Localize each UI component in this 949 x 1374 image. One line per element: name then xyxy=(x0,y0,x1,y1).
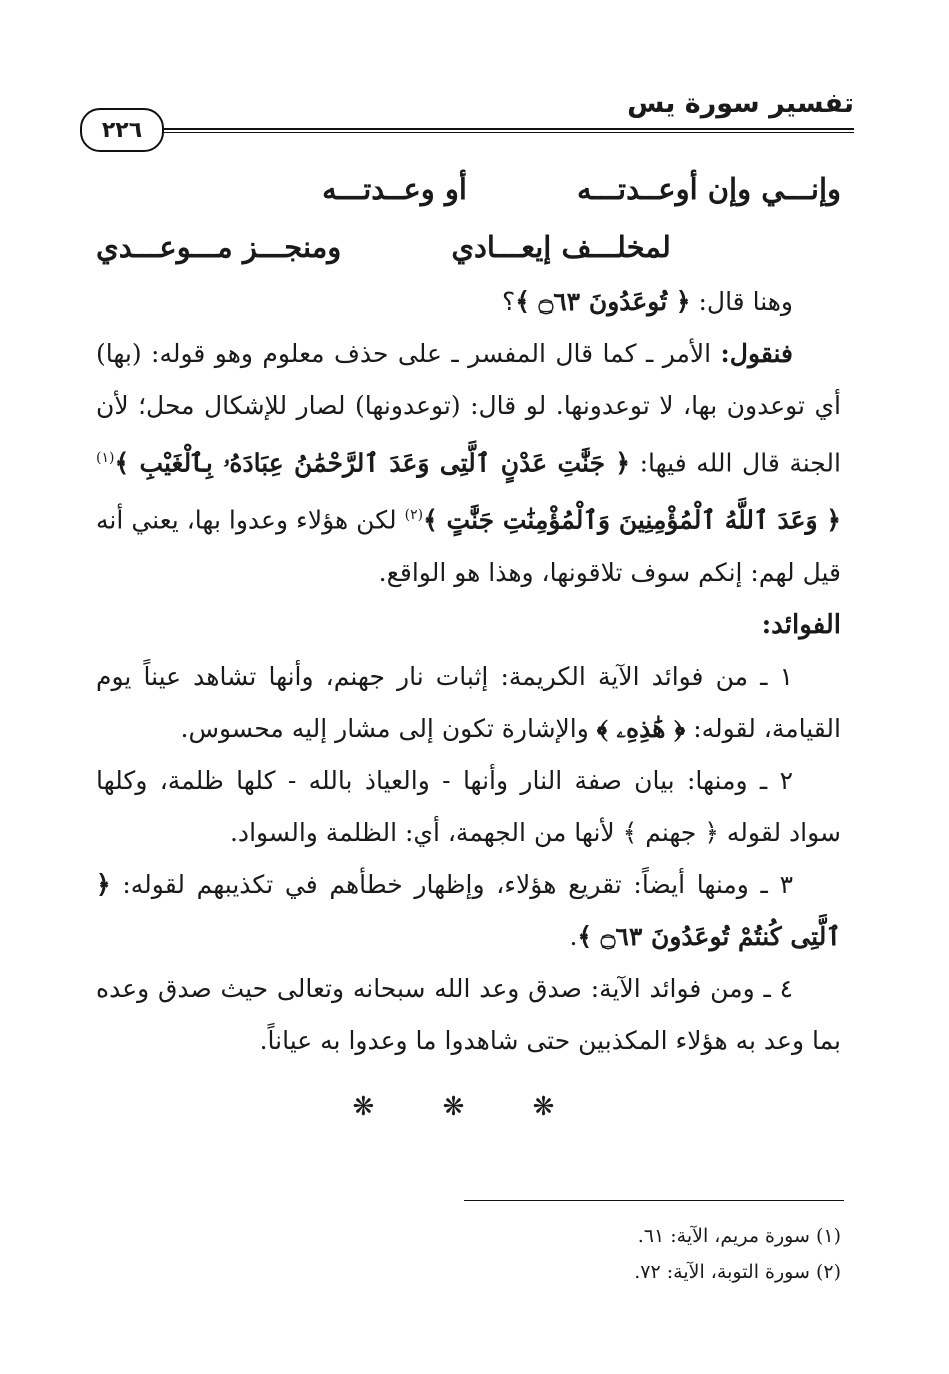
footnotes xyxy=(341,1218,841,1290)
running-title: تفسير سورة يس xyxy=(627,88,854,119)
poetry-line-2 xyxy=(96,218,841,276)
quran-quote: ﴿ وَعَدَ ٱللَّهُ ٱلْمُؤْمِنِينَ وَٱلْمُؤْمِنَٰتِ جَنَّٰتٍ ﴾ xyxy=(423,505,841,535)
benefit-item: ٤ ـ ومن فوائد الآية: صدق وعد الله سبحانه وتعالى حيث صدق وعده بما وعد به هؤلاء المكذبين حتى شاهدوا ما وعدوا به عياناً. xyxy=(96,973,841,1055)
paragraph-lead: فنقول: xyxy=(720,339,793,368)
page-header xyxy=(80,78,854,148)
section-divider-stars: ❋ ❋ ❋ xyxy=(352,1091,585,1122)
verse-hemistich: لمخلـــف إيعـــادي xyxy=(451,230,671,264)
benefit-item: ١ ـ من فوائد الآية الكريمة: إثبات نار جهنم، وأنها تشاهد عيناً يوم القيامة، لقوله: ﴿ هَٰذِهِۦ ﴾ والإشارة تكون إلى مشار إليه محسوس. xyxy=(96,661,841,743)
page-body xyxy=(96,160,841,1133)
verse-hemistich: ومنجـــز مـــوعـــدي xyxy=(96,230,342,264)
verse-hemistich: وإنـــي وإن أوعــدتـــه xyxy=(576,172,841,206)
footnote-ref: (١) xyxy=(96,450,115,466)
quran-quote: ﴿ ٱلَّتِى كُنتُمْ تُوعَدُونَ ۝٦٣ ﴾ xyxy=(96,869,841,951)
footnote: (٢) سورة التوبة، الآية: ٧٢. xyxy=(634,1261,841,1283)
footnote: (١) سورة مريم، الآية: ٦١. xyxy=(637,1225,841,1247)
paragraph: فنقول: الأمر ـ كما قال المفسر ـ على حذف معلوم وهو قوله: (بها) أي توعدون بها، لا توعدونها. لو قال: (توعدونها) لصار للإشكال محل؛ لأن الجنة قال الله فيها: ﴿ جَنَّٰتِ عَدْنٍ ٱلَّتِى وَعَدَ ٱلرَّحْمَٰنُ عِبَادَهُۥ بِٱلْغَيْبِ ﴾$^{(١)}$ ﴿ وَعَدَ ٱللَّهُ ٱلْمُؤْمِنِينَ وَٱلْمُؤْمِنَٰتِ جَنَّٰتٍ ﴾$^{(٢)}$ لكن هؤلاء وعدوا بها، يعني أنه قيل لهم: إنكم سوف تلاقونها، وهذا هو الواقع. xyxy=(96,339,841,587)
page-number: ٢٢٦ xyxy=(80,108,164,152)
quran-quote: ﴿ تُوعَدُونَ ۝٦٣ ﴾ xyxy=(515,287,691,316)
header-rule xyxy=(140,128,854,133)
benefit-item: ٣ ـ ومنها أيضاً: تقريع هؤلاء، وإظهار خطأهم في تكذيبهم لقوله: ﴿ ٱلَّتِى كُنتُمْ تُوعَدُونَ ۝٦٣ ﴾. xyxy=(96,869,841,951)
footnote-ref: (٢) xyxy=(404,507,424,524)
benefit-item: ٢ ـ ومنها: بيان صفة النار وأنها - والعياذ بالله - كلها ظلمة، وكلها سواد لقوله ﴿ جهنم ﴾ لأنها من الجهمة، أي: الظلمة والسواد. xyxy=(96,765,841,847)
paragraph: وهنا قال: ﴿ تُوعَدُونَ ۝٦٣ ﴾؟ xyxy=(501,287,793,316)
poetry-line-1 xyxy=(96,160,841,218)
verse-hemistich: أو وعــدتـــه xyxy=(322,172,467,206)
quran-quote: ﴿ جَنَّٰتِ عَدْنٍ ٱلَّتِى وَعَدَ ٱلرَّحْمَٰنُ عِبَادَهُۥ بِٱلْغَيْبِ ﴾ xyxy=(114,448,631,478)
quran-quote: ﴿ هَٰذِهِۦ ﴾ xyxy=(596,713,686,743)
section-heading: الفوائد: xyxy=(761,609,841,640)
footnote-rule xyxy=(464,1200,844,1201)
